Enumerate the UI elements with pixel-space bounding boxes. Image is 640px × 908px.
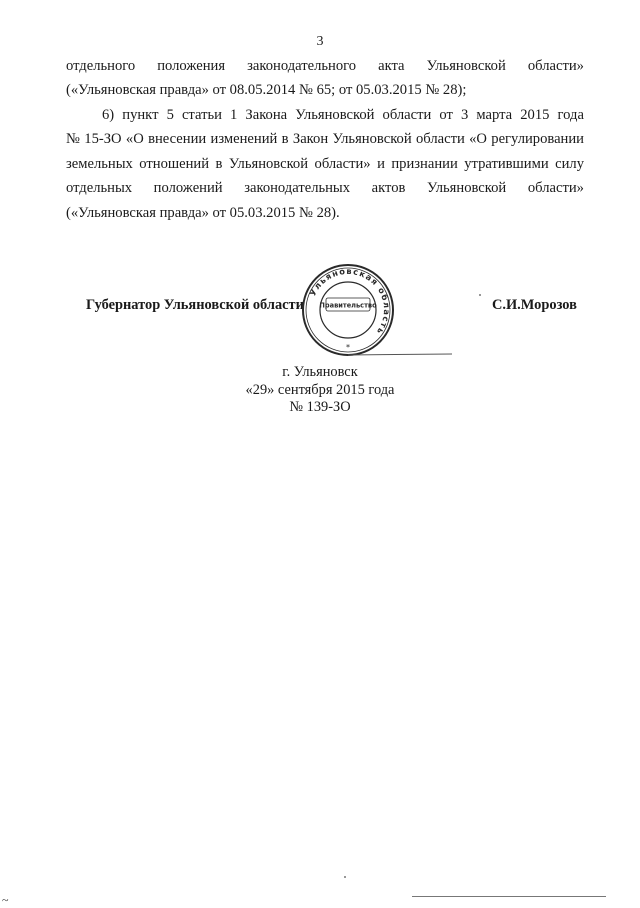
official-seal-icon (300, 262, 396, 358)
word: акта (378, 58, 405, 74)
place-date-block (232, 364, 408, 417)
word: области (382, 107, 432, 123)
word: 5 (166, 107, 174, 123)
word: Ульяновской (426, 58, 506, 74)
word: пункт (122, 107, 159, 123)
word: законодательных (244, 180, 351, 197)
city: г. Ульяновск (282, 364, 358, 380)
word: земельных (66, 155, 133, 172)
footer-mark: ~ (2, 893, 9, 907)
word: Ульяновской (427, 180, 507, 197)
word: законодательного (247, 58, 357, 74)
word: в (215, 155, 223, 172)
paragraph-item-6 (66, 103, 584, 225)
word: «О (125, 131, 144, 148)
word: области» (314, 155, 371, 172)
word: статьи (181, 107, 222, 123)
text-line (66, 127, 584, 151)
word: актов (371, 180, 406, 197)
word: Закона (245, 107, 288, 123)
text-line (66, 152, 584, 176)
word: от (439, 107, 453, 123)
word: № (66, 131, 80, 148)
footer-line (412, 896, 606, 897)
word: отношений (139, 155, 210, 172)
svg-text:*: * (346, 343, 350, 352)
word: области» (527, 58, 584, 74)
word: 1 (230, 107, 238, 123)
word: силу (555, 155, 584, 172)
word: «О (469, 131, 487, 148)
signatory-title: Губернатор Ульяновской области (86, 297, 304, 313)
word: 2015 (520, 107, 550, 123)
word: области (415, 131, 465, 148)
word: положения (157, 58, 226, 74)
seal-outer-text: Ульяновская область (307, 265, 393, 338)
word: Ульяновской (228, 155, 309, 172)
text-line (66, 176, 584, 200)
paragraph-continuation (66, 54, 584, 103)
text-line (66, 54, 584, 78)
word: года (557, 107, 584, 123)
word: положений (153, 180, 223, 197)
word: Ульяновской (295, 107, 375, 123)
word: и (377, 155, 385, 172)
page-number: 3 (316, 34, 324, 49)
word: внесении (148, 131, 207, 148)
word: области» (527, 180, 584, 197)
word: 6) (102, 107, 115, 123)
word: 3 (461, 107, 469, 123)
scan-speck (479, 294, 481, 296)
scan-speck (344, 876, 346, 878)
text-line: («Ульяновская правда» от 05.03.2015 № 28). (66, 204, 340, 221)
word: Закон (292, 131, 329, 148)
word: в (281, 131, 289, 148)
word: отдельного (66, 58, 136, 74)
word: 15-ЗО (84, 131, 122, 148)
text-line: («Ульяновская правда» от 08.05.2014 № 65; от 05.03.2015 № 28); (66, 82, 467, 99)
word: утратившими (464, 155, 549, 172)
word: признании (391, 155, 458, 172)
law-number: № 139-ЗО (289, 399, 351, 415)
word: отдельных (66, 180, 133, 197)
signature-line (348, 354, 452, 356)
word: регулировании (491, 131, 584, 148)
text-line (66, 103, 584, 127)
word: изменений (210, 131, 278, 148)
word: марта (476, 107, 513, 123)
signatory-name: С.И.Морозов (492, 297, 577, 313)
word: Ульяновской (332, 131, 412, 148)
signing-date: «29» сентября 2015 года (245, 381, 395, 398)
seal-center-text: Правительство (319, 301, 377, 310)
